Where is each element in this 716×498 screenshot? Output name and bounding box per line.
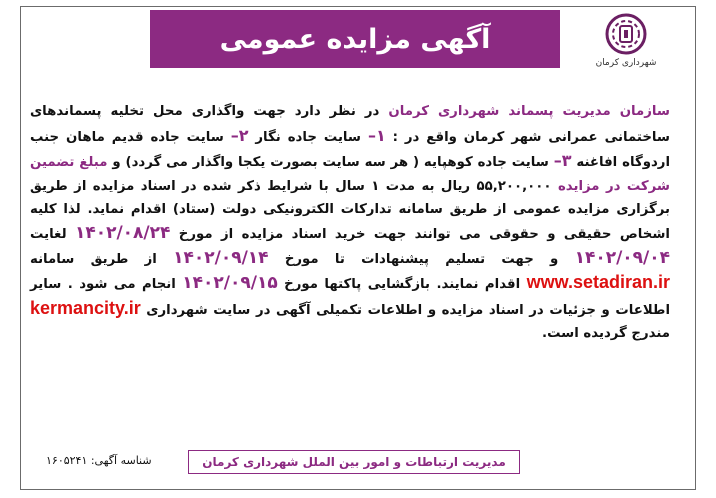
site-number-3: ۳– bbox=[553, 151, 572, 171]
kermancity-link[interactable]: kermancity.ir bbox=[30, 297, 141, 318]
text-segment: از طریق سامانه bbox=[30, 251, 174, 267]
text-segment: لغایت bbox=[30, 226, 75, 242]
date-opening: ۱۴۰۲/۰۹/۱۵ bbox=[182, 273, 278, 294]
bond-label: مبلغ تضمین شرکت در مزایده bbox=[30, 155, 670, 194]
page-title: آگهی مزایده عمومی bbox=[150, 10, 560, 68]
text-segment: مندرج گردیده است. bbox=[542, 326, 670, 342]
text-segment: سایت جاده نگار bbox=[248, 129, 368, 145]
municipality-logo-icon bbox=[604, 12, 648, 56]
notice-body bbox=[30, 100, 670, 346]
organization-name: سازمان مدیریت پسماند شهرداری کرمان bbox=[388, 104, 670, 119]
footer-department: مدیریت ارتباطات و امور بین الملل شهرداری کرمان bbox=[188, 450, 520, 474]
text-segment: سایت جاده قدیم ماهان جنب اردوگاه افاغنه bbox=[30, 129, 670, 171]
text-segment: سایت جاده کوهپایه ( هر سه سایت بصورت یکجا واگذار می گردد) و bbox=[107, 155, 554, 171]
logo-caption: شهرداری کرمان bbox=[595, 58, 657, 68]
site-number-1: ۱– bbox=[367, 125, 386, 145]
ad-id: شناسه آگهی: ۱۶۰۵۲۴۱ bbox=[46, 453, 152, 467]
text-segment: اقدام نمایند. بازگشایی پاکتها مورخ bbox=[277, 277, 527, 293]
text-segment: ۵۵,۲۰۰,۰۰۰ ریال به مدت ۱ سال با شرایط ذکر شده در اسناد مزایده از طریق برگزاری مزایده عمومی از طریق سامانه تدارکات الکترونیکی دولت (ستاد) اقدام نماید. لذا کلیه اشخاص حقیقی و حقوقی می توانند جهت خرید اسناد مزایده از مورخ bbox=[30, 178, 670, 242]
site-number-2: ۲– bbox=[230, 125, 249, 145]
text-segment: انجام می شود . سایر اطلاعات و جزئیات در اسناد مزایده و اطلاعات تکمیلی آگهی در سایت شهرداری bbox=[30, 277, 670, 318]
date-end: ۱۴۰۲/۰۹/۰۴ bbox=[574, 247, 670, 268]
setad-link[interactable]: www.setadiran.ir bbox=[526, 272, 670, 293]
text-segment: و جهت تسلیم پیشنهادات تا مورخ bbox=[268, 251, 575, 267]
date-start: ۱۴۰۲/۰۸/۲۴ bbox=[74, 222, 171, 243]
logo bbox=[596, 12, 656, 76]
date-proposal-deadline: ۱۴۰۲/۰۹/۱۴ bbox=[173, 247, 269, 268]
text-segment: در نظر دارد جهت واگذاری محل تخلیه پسماندهای ساختمانی عمرانی شهر کرمان واقع در : bbox=[30, 104, 670, 145]
